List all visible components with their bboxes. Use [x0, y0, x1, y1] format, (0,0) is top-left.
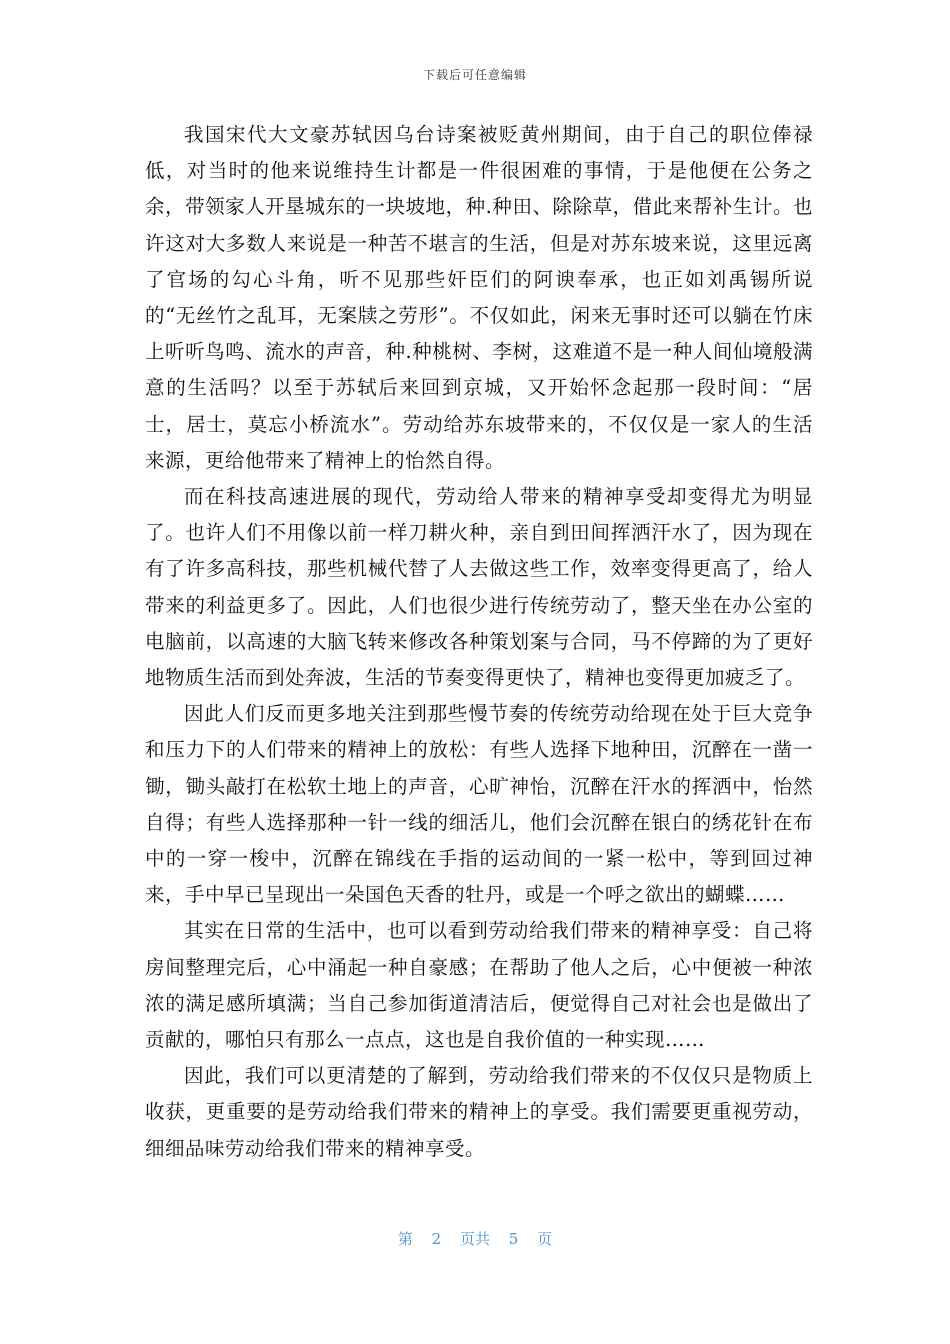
paragraph-2: 而在科技高速进展的现代，劳动给人带来的精神享受却变得尤为明显了。也许人们不用像以前一样刀耕火种，亲自到田间挥洒汗水了，因为现在有了许多高科技，那些机械代替了人去做这些工作，效率变得更高了，给人带来的利益更多了。因此，人们也很少进行传统劳动了，整天坐在办公室的电脑前，以高速的大脑飞转来修改各种策划案与合同，马不停蹄的为了更好地物质生活而到处奔波，生活的节奏变得更快了，精神也变得更加疲乏了。	[145, 485, 813, 690]
footer-total-pages: 5	[508, 1230, 519, 1248]
paragraph-5: 因此，我们可以更清楚的了解到，劳动给我们带来的不仅仅只是物质上收获，更重要的是劳动给我们带来的精神上的享受。我们需要更重视劳动，细细品味劳动给我们带来的精神享受。	[145, 1064, 813, 1160]
page-header-note: 下载后可任意编辑	[422, 68, 527, 82]
footer-suffix: 页	[537, 1230, 553, 1248]
footer-prefix: 第	[397, 1230, 413, 1248]
footer-current-page: 2	[431, 1230, 442, 1248]
footer-middle: 页共	[459, 1230, 490, 1248]
document-body	[145, 117, 813, 1167]
page-number-footer	[0, 1228, 950, 1249]
paragraph-1: 我国宋代大文豪苏轼因乌台诗案被贬黄州期间，由于自己的职位俸禄低，对当时的他来说维持生计都是一件很困难的事情，于是他便在公务之余，带领家人开垦城东的一块坡地，种.种田、除除草，借此来帮补生计。也许这对大多数人来说是一种苦不堪言的生活，但是对苏东坡来说，这里远离了官场的勾心斗角，听不见那些奸臣们的阿谀奉承，也正如刘禹锡所说的“无丝竹之乱耳，无案牍之劳形”。不仅如此，闲来无事时还可以躺在竹床上听听鸟鸣、流水的声音，种.种桃树、李树，这难道不是一种人间仙境般满意的生活吗？以至于苏轼后来回到京城，又开始怀念起那一段时间：“居士，居士，莫忘小桥流水”。劳动给苏东坡带来的，不仅仅是一家人的生活来源，更给他带来了精神上的怡然自得。	[145, 123, 813, 472]
paragraph-4: 其实在日常的生活中，也可以看到劳动给我们带来的精神享受：自己将房间整理完后，心中涌起一种自豪感；在帮助了他人之后，心中便被一种浓浓的满足感所填满；当自己参加街道清洁后，便觉得自己对社会也是做出了贡献的，哪怕只有那么一点点，这也是自我价值的一种实现……	[145, 919, 813, 1052]
paragraph-3: 因此人们反而更多地关注到那些慢节奏的传统劳动给现在处于巨大竞争和压力下的人们带来的精神上的放松：有些人选择下地种田，沉醉在一凿一锄，锄头敲打在松软土地上的声音，心旷神怡，沉醉在汗水的挥洒中，怡然自得；有些人选择那种一针一线的细活儿，他们会沉醉在银白的绣花针在布中的一穿一梭中，沉醉在锦线在手指的运动间的一紧一松中，等到回过神来，手中早已呈现出一朵国色天香的牡丹，或是一个呼之欲出的蝴蝶……	[145, 702, 813, 907]
